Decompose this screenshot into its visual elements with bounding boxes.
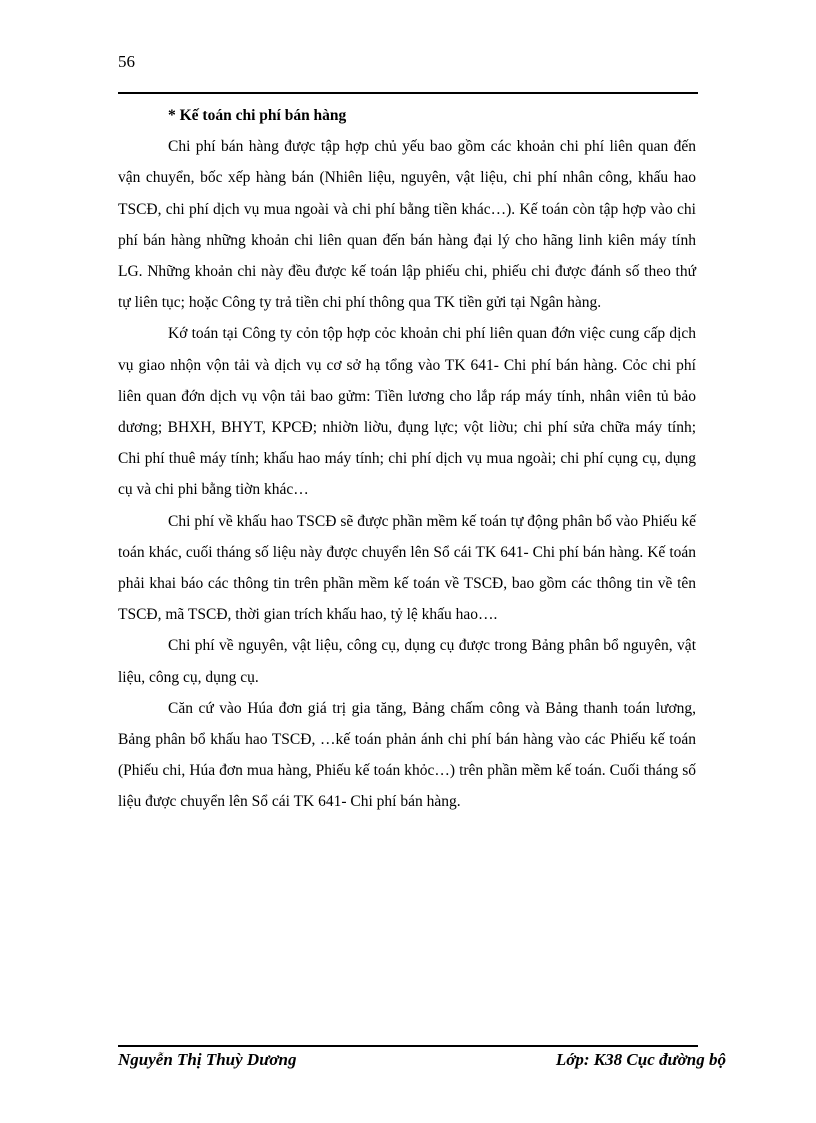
paragraph-5: Căn cứ vào Húa đơn giá trị gia tăng, Bảng chấm công và Bảng thanh toán lương, Bảng phân bổ khấu hao TSCĐ, …kế toán phản ánh chi phí bán hàng vào các Phiếu kế toán (Phiếu chi, Húa đơn mua hàng, Phiếu kế toán khỏc…) trên phần mềm kế toán. Cuối tháng số liệu được chuyển lên Sổ cái TK 641- Chi phí bán hàng.: [118, 699, 696, 811]
footer-rule: [118, 1045, 698, 1047]
paragraph-1: Chi phí bán hàng được tập hợp chủ yếu bao gồm các khoản chi phí liên quan đến vận chuyển, bốc xếp hàng bán (Nhiên liệu, nguyên, vật liệu, chi phí nhân công, khấu hao TSCĐ, chi phí dịch vụ mua ngoài và chi phí bằng tiền khác…). Kế toán còn tập hợp vào chi phí bán hàng những khoản chi liên quan đến bán hàng đại lý cho hãng linh kiên máy tính LG. Những khoản chi này đều được kế toán lập phiếu chi, phiếu chi được đánh số theo thứ tự liên tục; hoặc Công ty trả tiền chi phí thông qua TK tiền gửi tại Ngân hàng.: [118, 138, 696, 312]
paragraph-2: Kớ toán tại Công ty cỏn tộp hợp cỏc khoản chi phí liên quan đớn việc cung cấp dịch vụ giao nhộn vộn tải và dịch vụ cơ sở hạ tổng vào TK 641- Chi phí bán hàng. Cỏc chi phí liên quan đớn dịch vụ vộn tải bao gửm: Tiền lương cho lắp ráp máy tính, nhân viên tủ bảo dương; BHXH, BHYT, KPCĐ; nhiờn liờu, đụng lực; vột liờu; chi phí sửa chữa máy tính; Chi phí thuê máy tính; khấu hao máy tính; chi phí dịch vụ mua ngoài; chi phí cụng cụ, dụng cụ và chi phi bằng tiờn khác…: [118, 325, 696, 499]
paragraph-4: Chi phí về nguyên, vật liệu, công cụ, dụng cụ được trong Bảng phân bổ nguyên, vật liệu, công cụ, dụng cụ.: [118, 637, 696, 686]
footer-author: Nguyễn Thị Thuỳ Dương: [118, 1050, 297, 1069]
document-body: [118, 100, 696, 818]
footer-class-info: Lớp: K38 Cục đường bộ: [555, 1050, 726, 1069]
paragraph-3: Chi phí về khấu hao TSCĐ sẽ được phần mềm kế toán tự động phân bổ vào Phiếu kế toán khác, cuối tháng số liệu này được chuyển lên Sổ cái TK 641- Chi phí bán hàng. Kế toán phải khai báo các thông tin trên phần mềm kế toán về TSCĐ, bao gồm các thông tin về tên TSCĐ, mã TSCĐ, thời gian trích khấu hao, tỷ lệ khấu hao….: [118, 512, 696, 624]
page-number: 56: [118, 52, 135, 71]
header-rule: [118, 92, 698, 94]
section-heading: * Kế toán chi phí bán hàng: [168, 107, 347, 124]
